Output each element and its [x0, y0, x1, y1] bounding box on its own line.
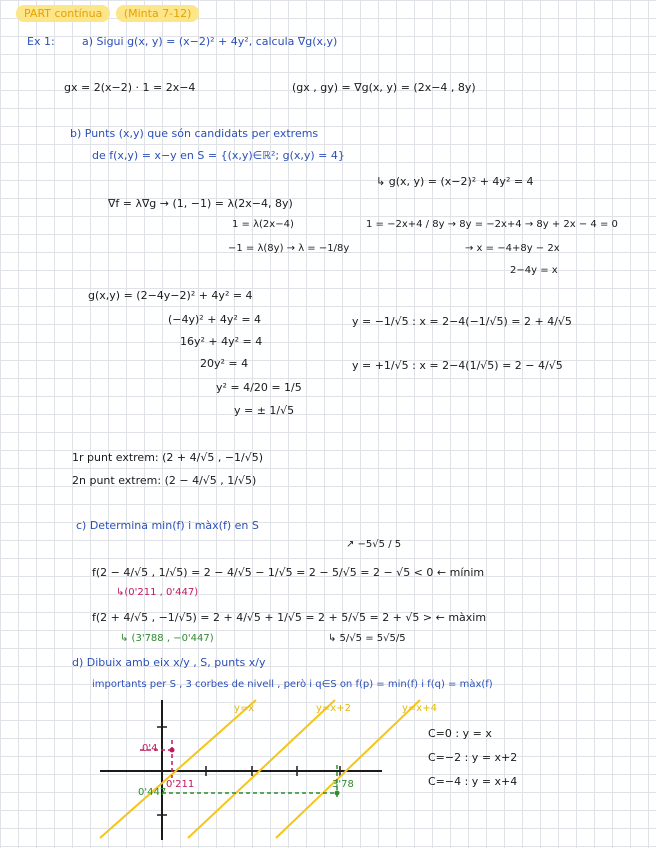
part-a-partial-x: gx = 2(x−2) · 1 = 2x−4: [64, 81, 196, 94]
part-b-root-1: y = −1/√5 : x = 2−4(−1/√5) = 2 + 4/√5: [352, 315, 572, 328]
section-subtitle: (Minta 7-12): [116, 5, 200, 22]
extreme-point-2: 2n punt extrem: (2 − 4/√5 , 1/√5): [72, 474, 257, 487]
legend-c-minus-2: C=−2 : y = x+2: [428, 751, 518, 764]
part-c-maximum: f(2 + 4/√5 , −1/√5) = 2 + 4/√5 + 1/√5 = 2 + 5/√5 = 2 + √5 > ← màxim: [92, 611, 487, 624]
tick-label-min-x: 0'211: [166, 779, 195, 790]
part-b-solve-4: 20y² = 4: [200, 357, 249, 370]
level-curves: [100, 700, 420, 838]
part-b-line2: de f(x,y) = x−y en S = {(x,y)∈ℝ²; g(x,y) = 4}: [92, 149, 345, 162]
part-b-eq2: −1 = λ(8y) → λ = −1/8y: [228, 243, 350, 254]
part-b-solve-1: g(x,y) = (2−4y−2)² + 4y² = 4: [88, 289, 253, 302]
part-b-solve-6: y = ± 1/√5: [234, 404, 295, 417]
label-y-x: y=x: [234, 703, 255, 714]
tick-label-max-y: 0'447: [138, 787, 167, 798]
part-b-solve-2: (−4y)² + 4y² = 4: [168, 313, 262, 326]
label-y-x-plus-4: y=x+4: [402, 703, 437, 714]
part-d-line2: importants per S , 3 corbes de nivell , però i q∈S on f(p) = min(f) i f(q) = màx(f): [92, 679, 493, 690]
part-c-title: c) Determina min(f) i màx(f) en S: [76, 519, 259, 532]
part-d-line1: d) Dibuix amb eix x/y , S, punts x/y: [72, 656, 266, 669]
part-b-eq1: 1 = λ(2x−4): [232, 219, 294, 230]
legend-c0: C=0 : y = x: [428, 727, 492, 740]
level-curve-y-x-plus-2: [188, 700, 335, 838]
part-b-line1: b) Punts (x,y) que són candidats per extrems: [70, 127, 319, 140]
label-y-x-plus-2: y=x+2: [316, 703, 351, 714]
legend-c-minus-4: C=−4 : y = x+4: [428, 775, 518, 788]
part-a-gradient: (gx , gy) = ∇g(x, y) = (2x−4 , 8y): [292, 81, 476, 94]
part-b-x-step1: → x = −4+8y − 2x: [465, 243, 560, 254]
exercise-label: Ex 1:: [27, 35, 55, 48]
tick-label-min-y: 0'4: [142, 743, 158, 754]
part-b-substitution: 1 = −2x+4 / 8y → 8y = −2x+4 → 8y + 2x − 4 = 0: [366, 219, 618, 230]
part-b-root-2: y = +1/√5 : x = 2−4(1/√5) = 2 − 4/√5: [352, 359, 563, 372]
section-title: PART contínua: [16, 5, 110, 22]
level-curve-y-x: [100, 700, 256, 838]
part-c-minimum-approx: ↳(0'211 , 0'447): [116, 587, 199, 598]
part-b-x-step2: 2−4y = x: [510, 265, 558, 276]
extreme-point-1: 1r punt extrem: (2 + 4/√5 , −1/√5): [72, 451, 264, 464]
part-c-note-bottom: ↳ 5/√5 = 5√5/5: [328, 633, 406, 644]
part-b-solve-3: 16y² + 4y² = 4: [180, 335, 263, 348]
part-b-constraint: ↳ g(x, y) = (x−2)² + 4y² = 4: [376, 175, 534, 188]
part-c-note-top: ↗ −5√5 / 5: [346, 539, 402, 550]
part-a-statement: a) Sigui g(x, y) = (x−2)² + 4y², calcula ∇g(x,y): [82, 35, 338, 48]
maximum-point: [335, 791, 340, 796]
tick-label-max-x: 3'78: [332, 779, 354, 790]
part-b-solve-5: y² = 4/20 = 1/5: [216, 381, 302, 394]
part-c-maximum-approx: ↳ (3'788 , −0'447): [120, 633, 214, 644]
part-b-lagrange: ∇f = λ∇g → (1, −1) = λ(2x−4, 8y): [108, 197, 293, 210]
part-c-minimum: f(2 − 4/√5 , 1/√5) = 2 − 4/√5 − 1/√5 = 2 − 5/√5 = 2 − √5 < 0 ← mínim: [92, 566, 485, 579]
minimum-point: [170, 748, 175, 753]
